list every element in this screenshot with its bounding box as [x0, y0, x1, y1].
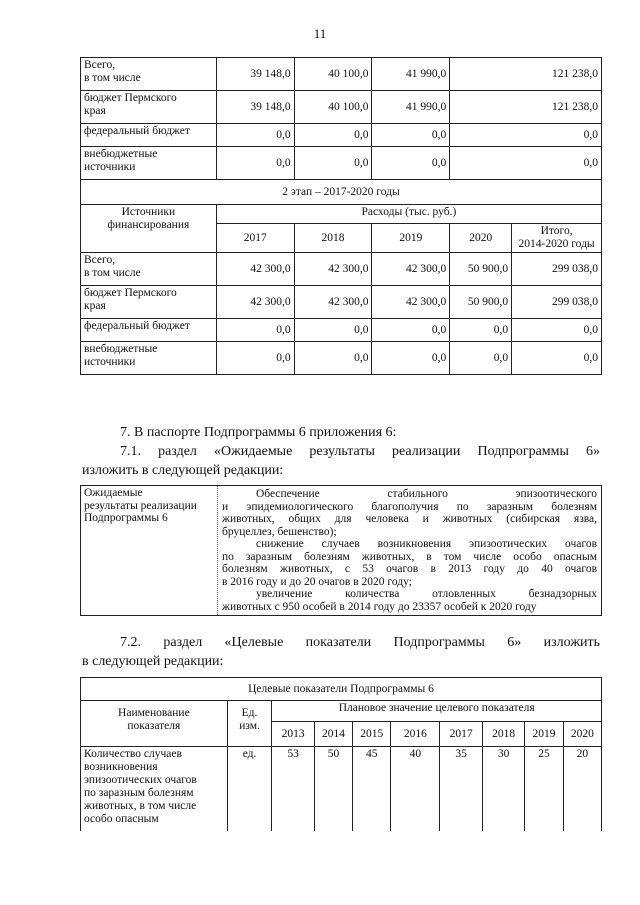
indicator-name-line: возникновения — [84, 761, 158, 773]
name-header — [81, 701, 228, 747]
stage2-title: 2 этап – 2017-2020 годы — [81, 180, 602, 205]
stage1-value-cell: 41 990,0 — [372, 58, 450, 91]
unit-header-line: изм. — [239, 720, 260, 732]
stage1-label-line: в том числе — [84, 72, 141, 84]
year-header: 2019 — [372, 224, 450, 253]
stage1-label-line: федеральный бюджет — [84, 125, 190, 137]
target-year: 2013 — [272, 722, 315, 747]
expected-text-line: болезням животных, с 53 очагов в 2013 году до 40 очагов — [222, 563, 597, 575]
indicator-name-line: Количество случаев — [84, 748, 182, 760]
target-year: 2015 — [353, 722, 391, 747]
indicator-value: 20 — [563, 747, 601, 832]
stage2-value-cell: 0,0 — [294, 319, 372, 342]
stage2-value-cell: 0,0 — [372, 342, 450, 375]
stage1-row-label — [81, 58, 217, 91]
stage2-row-label — [81, 342, 217, 375]
finance-table — [80, 57, 602, 375]
stage2-row-label — [81, 253, 217, 286]
indicator-value: 25 — [525, 747, 563, 832]
stage2-label-line: края — [84, 300, 106, 312]
stage2-value-cell: 0,0 — [450, 319, 512, 342]
para-7-2-line2: в следующей редакции: — [82, 654, 224, 669]
para-7-2-line1: 7.2. раздел «Целевые показатели Подпрограммы 6» изложить — [120, 635, 600, 650]
stage2-value-cell: 42 300,0 — [372, 253, 450, 286]
source-header-line: финансирования — [107, 219, 190, 231]
stage2-row-label — [81, 286, 217, 319]
expected-results-table — [80, 485, 602, 616]
stage2-label-line: источники — [84, 356, 136, 368]
expected-text-line: в 2016 году и до 20 очагов в 2020 году; — [222, 575, 412, 588]
para-7-1-line2: изложить в следующей редакции: — [82, 463, 284, 478]
indicator-value: 50 — [314, 747, 352, 832]
total-header — [512, 224, 602, 253]
total-header-line: Итого, — [540, 225, 573, 237]
stage2-label-line: внебюджетные — [84, 343, 158, 355]
stage1-label-line: края — [84, 105, 106, 117]
indicator-name-line: животных, в том числе — [84, 800, 197, 812]
targets-title: Целевые показатели Подпрограммы 6 — [81, 678, 602, 701]
stage1-value-cell: 0,0 — [294, 147, 372, 180]
stage1-row-label — [81, 147, 217, 180]
stage1-value-cell: 0,0 — [372, 147, 450, 180]
target-year: 2020 — [563, 722, 601, 747]
stage2-label-line: в том числе — [84, 267, 141, 279]
stage2-value-cell: 0,0 — [450, 342, 512, 375]
target-year: 2019 — [525, 722, 563, 747]
stage1-row — [81, 147, 602, 180]
expected-label-l3: Подпрограммы 6 — [84, 512, 168, 524]
stage2-header-row — [81, 205, 602, 224]
indicator-value: 45 — [353, 747, 391, 832]
stage1-value-cell: 39 148,0 — [216, 58, 294, 91]
stage2-value-cell: 42 300,0 — [294, 253, 372, 286]
stage1-row-label — [81, 124, 217, 147]
expected-text-line: снижение случаев возникновения эпизоотических очагов — [256, 538, 597, 550]
indicator-value: 53 — [272, 747, 315, 832]
target-year: 2016 — [391, 722, 440, 747]
stage2-value-cell: 0,0 — [216, 319, 294, 342]
stage2-value-cell: 0,0 — [216, 342, 294, 375]
stage1-value-cell: 0,0 — [450, 147, 602, 180]
year-header: 2017 — [216, 224, 294, 253]
stage2-row-label — [81, 319, 217, 342]
stage1-row — [81, 91, 602, 124]
stage2-row — [81, 342, 602, 375]
expected-text-line: животных с 950 особей в 2014 году до 23357 особей к 2020 году — [222, 600, 537, 613]
total-header-line: 2014-2020 годы — [518, 238, 595, 250]
expected-label-l2: результаты реализации — [84, 499, 197, 512]
stage2-value-cell: 42 300,0 — [372, 286, 450, 319]
stage1-value-cell: 41 990,0 — [372, 91, 450, 124]
stage2-value-cell: 50 900,0 — [450, 286, 512, 319]
stage1-label-line: Всего, — [84, 59, 116, 71]
stage1-value-cell: 121 238,0 — [450, 91, 602, 124]
stage2-value-cell: 0,0 — [372, 319, 450, 342]
target-year: 2018 — [482, 722, 525, 747]
stage2-value-cell: 299 038,0 — [512, 253, 602, 286]
stage2-value-cell: 50 900,0 — [450, 253, 512, 286]
stage2-value-cell: 0,0 — [512, 319, 602, 342]
source-header — [81, 205, 217, 253]
expected-content-cell — [218, 486, 602, 616]
stage2-value-cell: 0,0 — [512, 342, 602, 375]
expected-text-line: увеличение количества отловленных безнадзорных — [256, 588, 597, 600]
para-7-1-line1: 7.1. раздел «Ожидаемые результаты реализации Подпрограммы 6» — [120, 444, 600, 459]
stage2-row — [81, 319, 602, 342]
target-year: 2017 — [440, 722, 483, 747]
indicator-unit: ед. — [227, 747, 272, 832]
para-7: 7. В паспорте Подпрограммы 6 приложения 6: — [120, 425, 397, 440]
unit-header — [227, 701, 272, 747]
target-year: 2014 — [314, 722, 352, 747]
year-header: 2018 — [294, 224, 372, 253]
indicator-name — [81, 747, 228, 832]
stage2-value-cell: 299 038,0 — [512, 286, 602, 319]
name-header-line: показателя — [127, 720, 181, 732]
stage2-value-cell: 0,0 — [294, 342, 372, 375]
source-header-line: Источники — [121, 206, 176, 218]
stage1-row — [81, 124, 602, 147]
page-number: 11 — [313, 26, 327, 41]
year-header: 2020 — [450, 224, 512, 253]
stage2-value-cell: 42 300,0 — [294, 286, 372, 319]
stage2-label-line: федеральный бюджет — [84, 320, 190, 332]
stage1-value-cell: 0,0 — [216, 147, 294, 180]
expenses-header: Расходы (тыс. руб.) — [216, 205, 601, 224]
stage2-value-cell: 42 300,0 — [216, 253, 294, 286]
stage2-label-line: Всего, — [84, 254, 116, 266]
targets-title-row — [81, 678, 602, 701]
expected-text-line: животных, общих для человека и животных (сибирская язва, — [222, 513, 597, 525]
name-header-line: Наименование — [118, 707, 190, 719]
indicator-name-line: особо опасным — [84, 813, 159, 825]
stage2-label-line: бюджет Пермского — [84, 287, 177, 299]
stage1-label-line: бюджет Пермского — [84, 92, 177, 104]
stage2-row — [81, 286, 602, 319]
stage2-title-row — [81, 180, 602, 205]
stage1-value-cell: 0,0 — [294, 124, 372, 147]
plan-header: Плановое значение целевого показателя — [272, 701, 602, 722]
stage1-value-cell: 0,0 — [216, 124, 294, 147]
stage2-row — [81, 253, 602, 286]
stage1-value-cell: 121 238,0 — [450, 58, 602, 91]
targets-table — [80, 677, 602, 831]
expected-label-l1: Ожидаемые — [84, 487, 143, 499]
targets-header-row — [81, 701, 602, 722]
expected-text-line: по заразным болезням животных, в том числе особо опасным — [222, 550, 597, 563]
expected-label-cell — [81, 486, 218, 616]
indicator-name-line: эпизоотических очагов — [84, 774, 197, 786]
indicator-value: 40 — [391, 747, 440, 832]
expected-text-line: Обеспечение стабильного эпизоотического — [256, 488, 597, 500]
indicator-value: 30 — [482, 747, 525, 832]
indicator-value: 35 — [440, 747, 483, 832]
stage1-value-cell: 0,0 — [450, 124, 602, 147]
targets-data-row — [81, 747, 602, 832]
unit-header-line: Ед. — [241, 707, 258, 719]
stage1-value-cell: 40 100,0 — [294, 91, 372, 124]
stage1-value-cell: 0,0 — [372, 124, 450, 147]
stage1-row — [81, 58, 602, 91]
stage1-label-line: внебюджетные — [84, 148, 158, 160]
expected-text-line: бруцеллез, бешенство); — [222, 525, 337, 538]
stage1-row-label — [81, 91, 217, 124]
indicator-name-line: по заразным болезням — [84, 787, 194, 799]
expected-text-line: и эпидемиологического благополучия по заразным болезням — [222, 500, 597, 513]
stage2-value-cell: 42 300,0 — [216, 286, 294, 319]
stage1-value-cell: 39 148,0 — [216, 91, 294, 124]
stage1-value-cell: 40 100,0 — [294, 58, 372, 91]
stage1-label-line: источники — [84, 161, 136, 173]
